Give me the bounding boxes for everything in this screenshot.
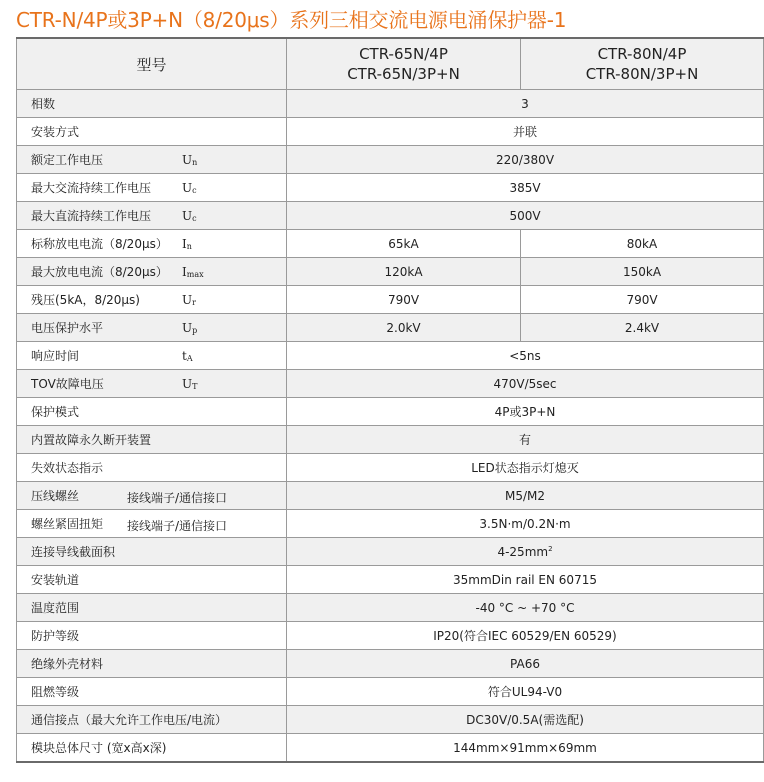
row-label: 安装方式	[31, 125, 80, 139]
symbol-subscript: n	[192, 158, 198, 167]
table-row	[17, 202, 764, 230]
row-label-cell	[17, 370, 287, 398]
row-label-cell	[17, 594, 287, 622]
symbol-letter: U	[182, 209, 193, 223]
symbol-letter: U	[182, 293, 193, 307]
symbol-subscript: p	[192, 326, 198, 335]
row-symbol	[182, 377, 197, 391]
row-value-text: 3.5N·m/0.2N·m	[479, 516, 571, 531]
table-row	[17, 594, 764, 622]
row-symbol	[182, 237, 192, 251]
row-value-col-2: 790V	[521, 286, 764, 314]
symbol-subscript: n	[186, 242, 192, 251]
row-value-text: 并联	[512, 125, 537, 139]
row-value	[287, 482, 764, 510]
row-label: 最大放电电流（8/20μs）	[31, 265, 168, 279]
row-label-cell	[17, 650, 287, 678]
row-label-cell	[17, 482, 287, 510]
row-value-col-2: 150kA	[521, 258, 764, 286]
table-row	[17, 706, 764, 734]
row-value	[287, 90, 764, 118]
row-value-text: LED状态指示灯熄灭	[471, 461, 579, 475]
symbol-letter: U	[182, 181, 193, 195]
row-value	[287, 734, 764, 763]
symbol-subscript: r	[192, 298, 196, 307]
row-connection-note: 接线端子/通信接口	[127, 491, 228, 505]
row-value-text: 220/380V	[495, 152, 555, 167]
row-value-text: PA66	[510, 656, 540, 671]
row-value-text: 144mm×91mm×69mm	[453, 740, 597, 755]
symbol-subscript: c	[192, 214, 197, 223]
row-label: 通信接点（最大允许工作电压/电流）	[31, 713, 228, 727]
symbol-subscript: c	[192, 186, 197, 195]
row-label-cell	[17, 202, 287, 230]
row-value	[287, 146, 764, 174]
table-row	[17, 90, 764, 118]
model-header: 型号	[17, 38, 287, 90]
row-value-text: DC30V/0.5A(需选配)	[466, 713, 584, 727]
row-value-col-1: 65kA	[287, 230, 521, 258]
row-label-cell	[17, 230, 287, 258]
row-value-text: -40 °C ~ +70 °C	[475, 600, 575, 615]
table-header-row	[17, 38, 764, 90]
row-label-cell	[17, 510, 287, 538]
row-label: 失效状态指示	[31, 461, 104, 475]
row-label: 连接导线截面积	[31, 545, 116, 559]
row-connection-note: 接线端子/通信接口	[127, 519, 228, 533]
row-value-text: 4P或3P+N	[494, 405, 556, 419]
row-label-cell	[17, 118, 287, 146]
row-value-text: 470V/5sec	[493, 376, 557, 391]
table-row	[17, 118, 764, 146]
row-label-cell	[17, 286, 287, 314]
page-title: CTR-N/4P或3P+N（8/20μs）系列三相交流电源电涌保护器-1	[16, 8, 567, 32]
row-symbol	[182, 209, 197, 223]
row-label-cell	[17, 538, 287, 566]
table-row	[17, 146, 764, 174]
row-label: 压线螺丝	[31, 489, 80, 503]
table-row	[17, 566, 764, 594]
row-value-text: M5/M2	[504, 488, 546, 503]
spec-table	[16, 37, 764, 763]
table-row	[17, 538, 764, 566]
row-symbol	[182, 181, 197, 195]
row-symbol	[182, 349, 193, 363]
row-value	[287, 678, 764, 706]
table-row	[17, 426, 764, 454]
spec-table-body	[17, 90, 764, 763]
row-value-text: 500V	[509, 208, 541, 223]
row-value	[287, 398, 764, 426]
symbol-letter: U	[182, 321, 193, 335]
row-value-col-1: 120kA	[287, 258, 521, 286]
row-value	[287, 426, 764, 454]
row-label: 内置故障永久断开装置	[31, 433, 152, 447]
row-label-cell	[17, 174, 287, 202]
model-col-1-line-1: CTR-65N/4P	[359, 45, 448, 63]
row-label-cell	[17, 622, 287, 650]
row-value-text: 35mmDin rail EN 60715	[453, 572, 597, 587]
row-value	[287, 622, 764, 650]
row-label-cell	[17, 342, 287, 370]
row-symbol	[182, 265, 204, 279]
row-label-cell	[17, 454, 287, 482]
table-row	[17, 622, 764, 650]
row-value	[287, 342, 764, 370]
symbol-letter: U	[182, 153, 193, 167]
table-row	[17, 286, 764, 314]
row-label-cell	[17, 706, 287, 734]
table-row	[17, 258, 764, 286]
row-label: 标称放电电流（8/20μs）	[31, 237, 168, 251]
row-value-superscript: 2	[548, 544, 553, 553]
row-value-col-2: 2.4kV	[521, 314, 764, 342]
table-row	[17, 734, 764, 763]
model-col-1-line-2: CTR-65N/3P+N	[347, 65, 460, 83]
row-label-cell	[17, 258, 287, 286]
table-row	[17, 398, 764, 426]
table-row	[17, 230, 764, 258]
row-value-text: 符合UL94-V0	[487, 685, 563, 699]
row-symbol	[182, 293, 196, 307]
row-value-col-2: 80kA	[521, 230, 764, 258]
row-label-cell	[17, 426, 287, 454]
row-label: 最大交流持续工作电压	[31, 181, 152, 195]
row-label-cell	[17, 146, 287, 174]
symbol-letter: t	[182, 349, 187, 363]
row-value-text: 3	[521, 96, 529, 111]
row-label-cell	[17, 314, 287, 342]
row-label: 绝缘外壳材料	[31, 657, 104, 671]
table-row	[17, 342, 764, 370]
row-value	[287, 118, 764, 146]
symbol-subscript: T	[192, 382, 198, 391]
table-row	[17, 370, 764, 398]
row-label-cell	[17, 734, 287, 763]
row-value	[287, 650, 764, 678]
row-label: 电压保护水平	[31, 321, 104, 335]
row-value	[287, 566, 764, 594]
row-label-cell	[17, 566, 287, 594]
row-label-cell	[17, 398, 287, 426]
row-value-text: 有	[518, 433, 531, 447]
row-value	[287, 370, 764, 398]
row-value	[287, 174, 764, 202]
row-value	[287, 454, 764, 482]
row-label: 最大直流持续工作电压	[31, 209, 152, 223]
row-symbol	[182, 153, 197, 167]
row-value	[287, 202, 764, 230]
model-col-1	[287, 38, 521, 90]
table-row	[17, 482, 764, 510]
model-col-2	[521, 38, 764, 90]
row-value	[287, 594, 764, 622]
row-label: 响应时间	[31, 349, 80, 363]
row-label-cell	[17, 90, 287, 118]
row-value-text: IP20(符合IEC 60529/EN 60529)	[433, 629, 617, 643]
symbol-letter: I	[182, 237, 187, 251]
row-value	[287, 538, 764, 566]
model-col-2-line-2: CTR-80N/3P+N	[585, 65, 699, 83]
row-value-col-1: 2.0kV	[287, 314, 521, 342]
row-label: TOV故障电压	[31, 377, 104, 391]
row-value-text: <5ns	[509, 348, 541, 363]
row-label: 额定工作电压	[31, 153, 104, 167]
row-label: 相数	[31, 97, 56, 111]
row-value-col-1: 790V	[287, 286, 521, 314]
row-value	[287, 510, 764, 538]
row-label: 温度范围	[31, 601, 80, 615]
row-value-text: 385V	[509, 180, 541, 195]
symbol-subscript: A	[186, 354, 193, 363]
row-label: 模块总体尺寸 (宽x高x深)	[31, 741, 167, 755]
symbol-subscript: max	[186, 270, 204, 279]
row-label: 防护等级	[31, 629, 80, 643]
row-label-cell	[17, 678, 287, 706]
symbol-letter: U	[182, 377, 193, 391]
row-label: 螺丝紧固扭矩	[31, 517, 104, 531]
row-label: 阻燃等级	[31, 685, 80, 699]
symbol-letter: I	[182, 265, 187, 279]
table-row	[17, 314, 764, 342]
row-label: 残压(5kA，8/20μs)	[31, 293, 140, 307]
table-row	[17, 174, 764, 202]
table-row	[17, 454, 764, 482]
table-row	[17, 510, 764, 538]
table-row	[17, 678, 764, 706]
row-label: 保护模式	[31, 405, 80, 419]
row-value-text: 4-25mm	[497, 544, 549, 559]
row-symbol	[182, 321, 197, 335]
row-label: 安装轨道	[31, 573, 80, 587]
row-value	[287, 706, 764, 734]
model-col-2-line-1: CTR-80N/4P	[597, 45, 687, 63]
table-row	[17, 650, 764, 678]
